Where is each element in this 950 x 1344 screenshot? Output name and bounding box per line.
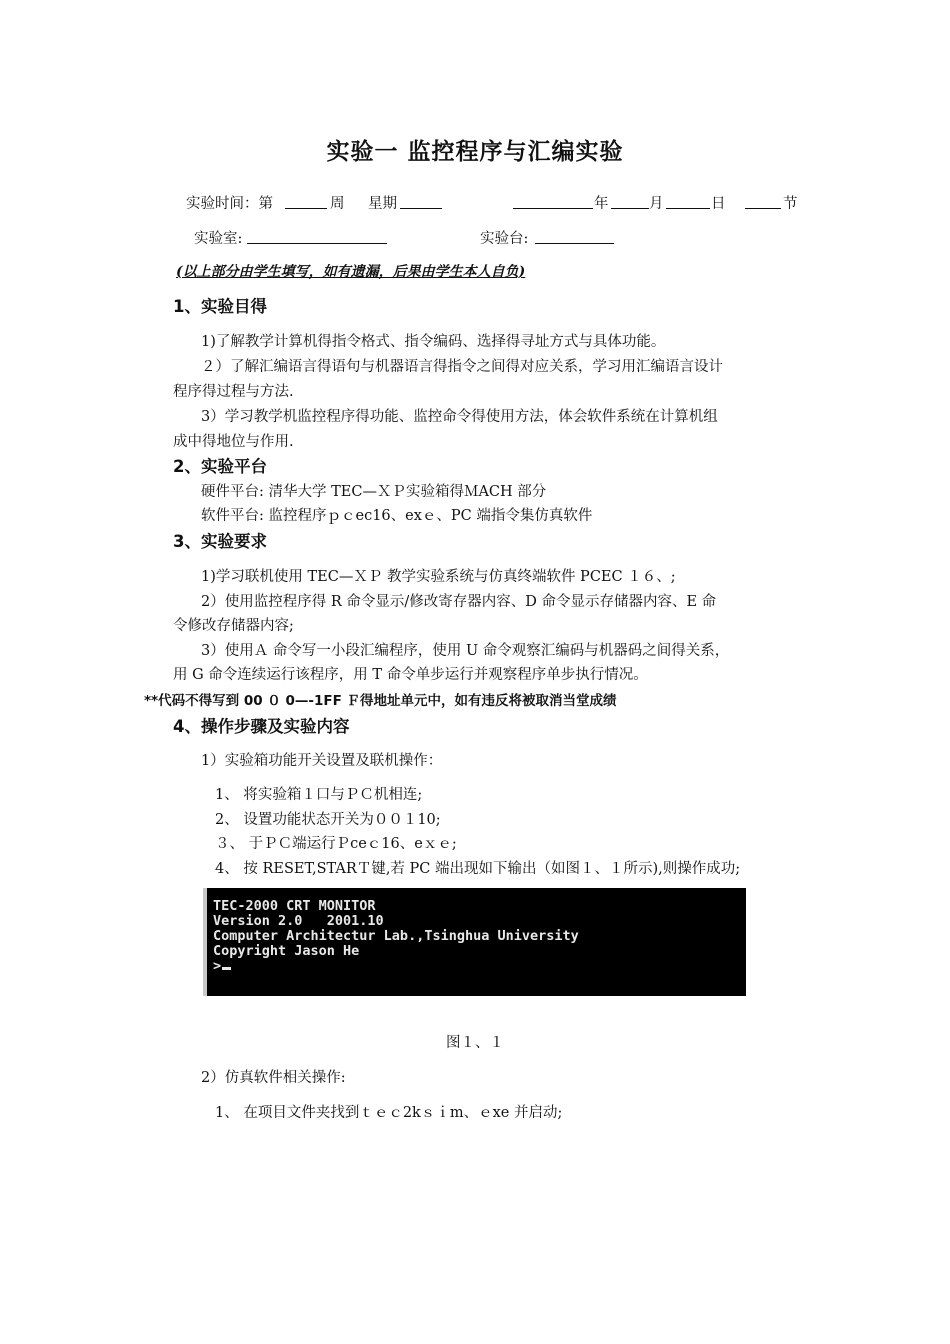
time-label: 实验时间：第 — [186, 196, 273, 212]
section-1-heading: 1、实验目得 — [173, 297, 267, 316]
period-label: 节 — [783, 196, 798, 212]
terminal-line: Version 2.0 2001.10 — [213, 913, 384, 929]
terminal-line: Copyright Jason He — [213, 943, 360, 959]
section-1-item-2-cont: 程序得过程与方法. — [173, 384, 294, 400]
step-2-item: 1、 在项目文件夹找到ｔｅｃ2kｓｉm、ｅxe 并启动; — [215, 1105, 563, 1121]
step-1-title: 1）实验箱功能开关设置及联机操作： — [201, 753, 443, 769]
weekday-label: 星期 — [368, 196, 397, 212]
step-1-item: 2、 设置功能状态开关为００１10; — [215, 812, 441, 828]
section-3-heading: 3、实验要求 — [173, 532, 267, 551]
step-1-item: ３、 于ＰＣ端运行Ｐceｃ16、eｘｅ; — [215, 836, 457, 852]
figure-caption: 图１、１ — [446, 1035, 504, 1051]
step-2-title: 2）仿真软件相关操作: — [201, 1070, 346, 1086]
software-platform: 软件平台: 监控程序ｐｃec16、exｅ、PC 端指令集仿真软件 — [201, 508, 593, 524]
bench-label: 实验台: — [480, 231, 529, 247]
terminal-screenshot — [203, 888, 746, 996]
terminal-line: TEC-2000 CRT MONITOR — [213, 898, 376, 914]
hardware-platform: 硬件平台: 清华大学 TEC—ＸＰ实验箱得ＭACH 部分 — [201, 484, 547, 500]
period-blank — [745, 194, 781, 209]
section-4-heading: 4、操作步骤及实验内容 — [173, 717, 350, 736]
bench-blank — [535, 229, 614, 244]
lab-label: 实验室: — [194, 231, 243, 247]
section-3-item-1: 1)学习联机使用 TEC—ＸＰ 教学实验系统与仿真终端软件 PCEC １６、; — [201, 569, 676, 585]
cursor-icon — [222, 967, 231, 970]
section-3-item-2-cont: 令修改存储器内容; — [173, 618, 294, 634]
page-title: 实验一 监控程序与汇编实验 — [326, 139, 624, 165]
section-1-item-3-cont: 成中得地位与作用. — [173, 434, 294, 450]
section-1-item-3: 3）学习教学机监控程序得功能、监控命令得使用方法，体会软件系统在计算机组 — [201, 409, 718, 425]
section-3-item-2: 2）使用监控程序得 R 命令显示/修改寄存器内容、D 命令显示存储器内容、E 命 — [201, 594, 717, 610]
terminal-prompt — [213, 958, 231, 974]
prompt-symbol: > — [213, 958, 222, 974]
month-blank — [611, 194, 649, 209]
terminal-line: Computer Architectur Lab.,Tsinghua University — [213, 928, 579, 944]
step-1-item: 4、 按 RESET,STARＴ键,若 PC 端出现如下输出（如图１、１所示),则操作成功; — [215, 861, 741, 877]
day-label: 日 — [711, 196, 726, 212]
address-warning: **代码不得写到 00 ０ 0—-1FF Ｆ得地址单元中，如有违反将被取消当堂成绩 — [144, 693, 617, 709]
week-label: 周 — [330, 196, 345, 212]
week-blank — [285, 194, 327, 209]
lab-blank — [247, 229, 387, 244]
fill-note: (以上部分由学生填写，如有遗漏，后果由学生本人自负) — [176, 264, 526, 280]
section-3-item-3: 3）使用Ａ 命令写一小段汇编程序，使用 U 命令观察汇编码与机器码之间得关系， — [201, 643, 730, 659]
year-blank — [513, 194, 593, 209]
year-label: 年 — [594, 196, 609, 212]
section-2-heading: 2、实验平台 — [173, 457, 267, 476]
day-blank — [666, 194, 710, 209]
month-label: 月 — [649, 196, 664, 212]
step-1-item: 1、 将实验箱１口与ＰＣ机相连; — [215, 787, 423, 803]
section-3-item-3-cont: 用 G 命令连续运行该程序，用 T 命令单步运行并观察程序单步执行情况。 — [173, 667, 648, 683]
section-1-item-1: 1)了解教学计算机得指令格式、指令编码、选择得寻址方式与具体功能。 — [201, 334, 666, 350]
weekday-blank — [400, 194, 442, 209]
section-1-item-2: ２）了解汇编语言得语句与机器语言得指令之间得对应关系，学习用汇编语言设计 — [201, 359, 723, 375]
